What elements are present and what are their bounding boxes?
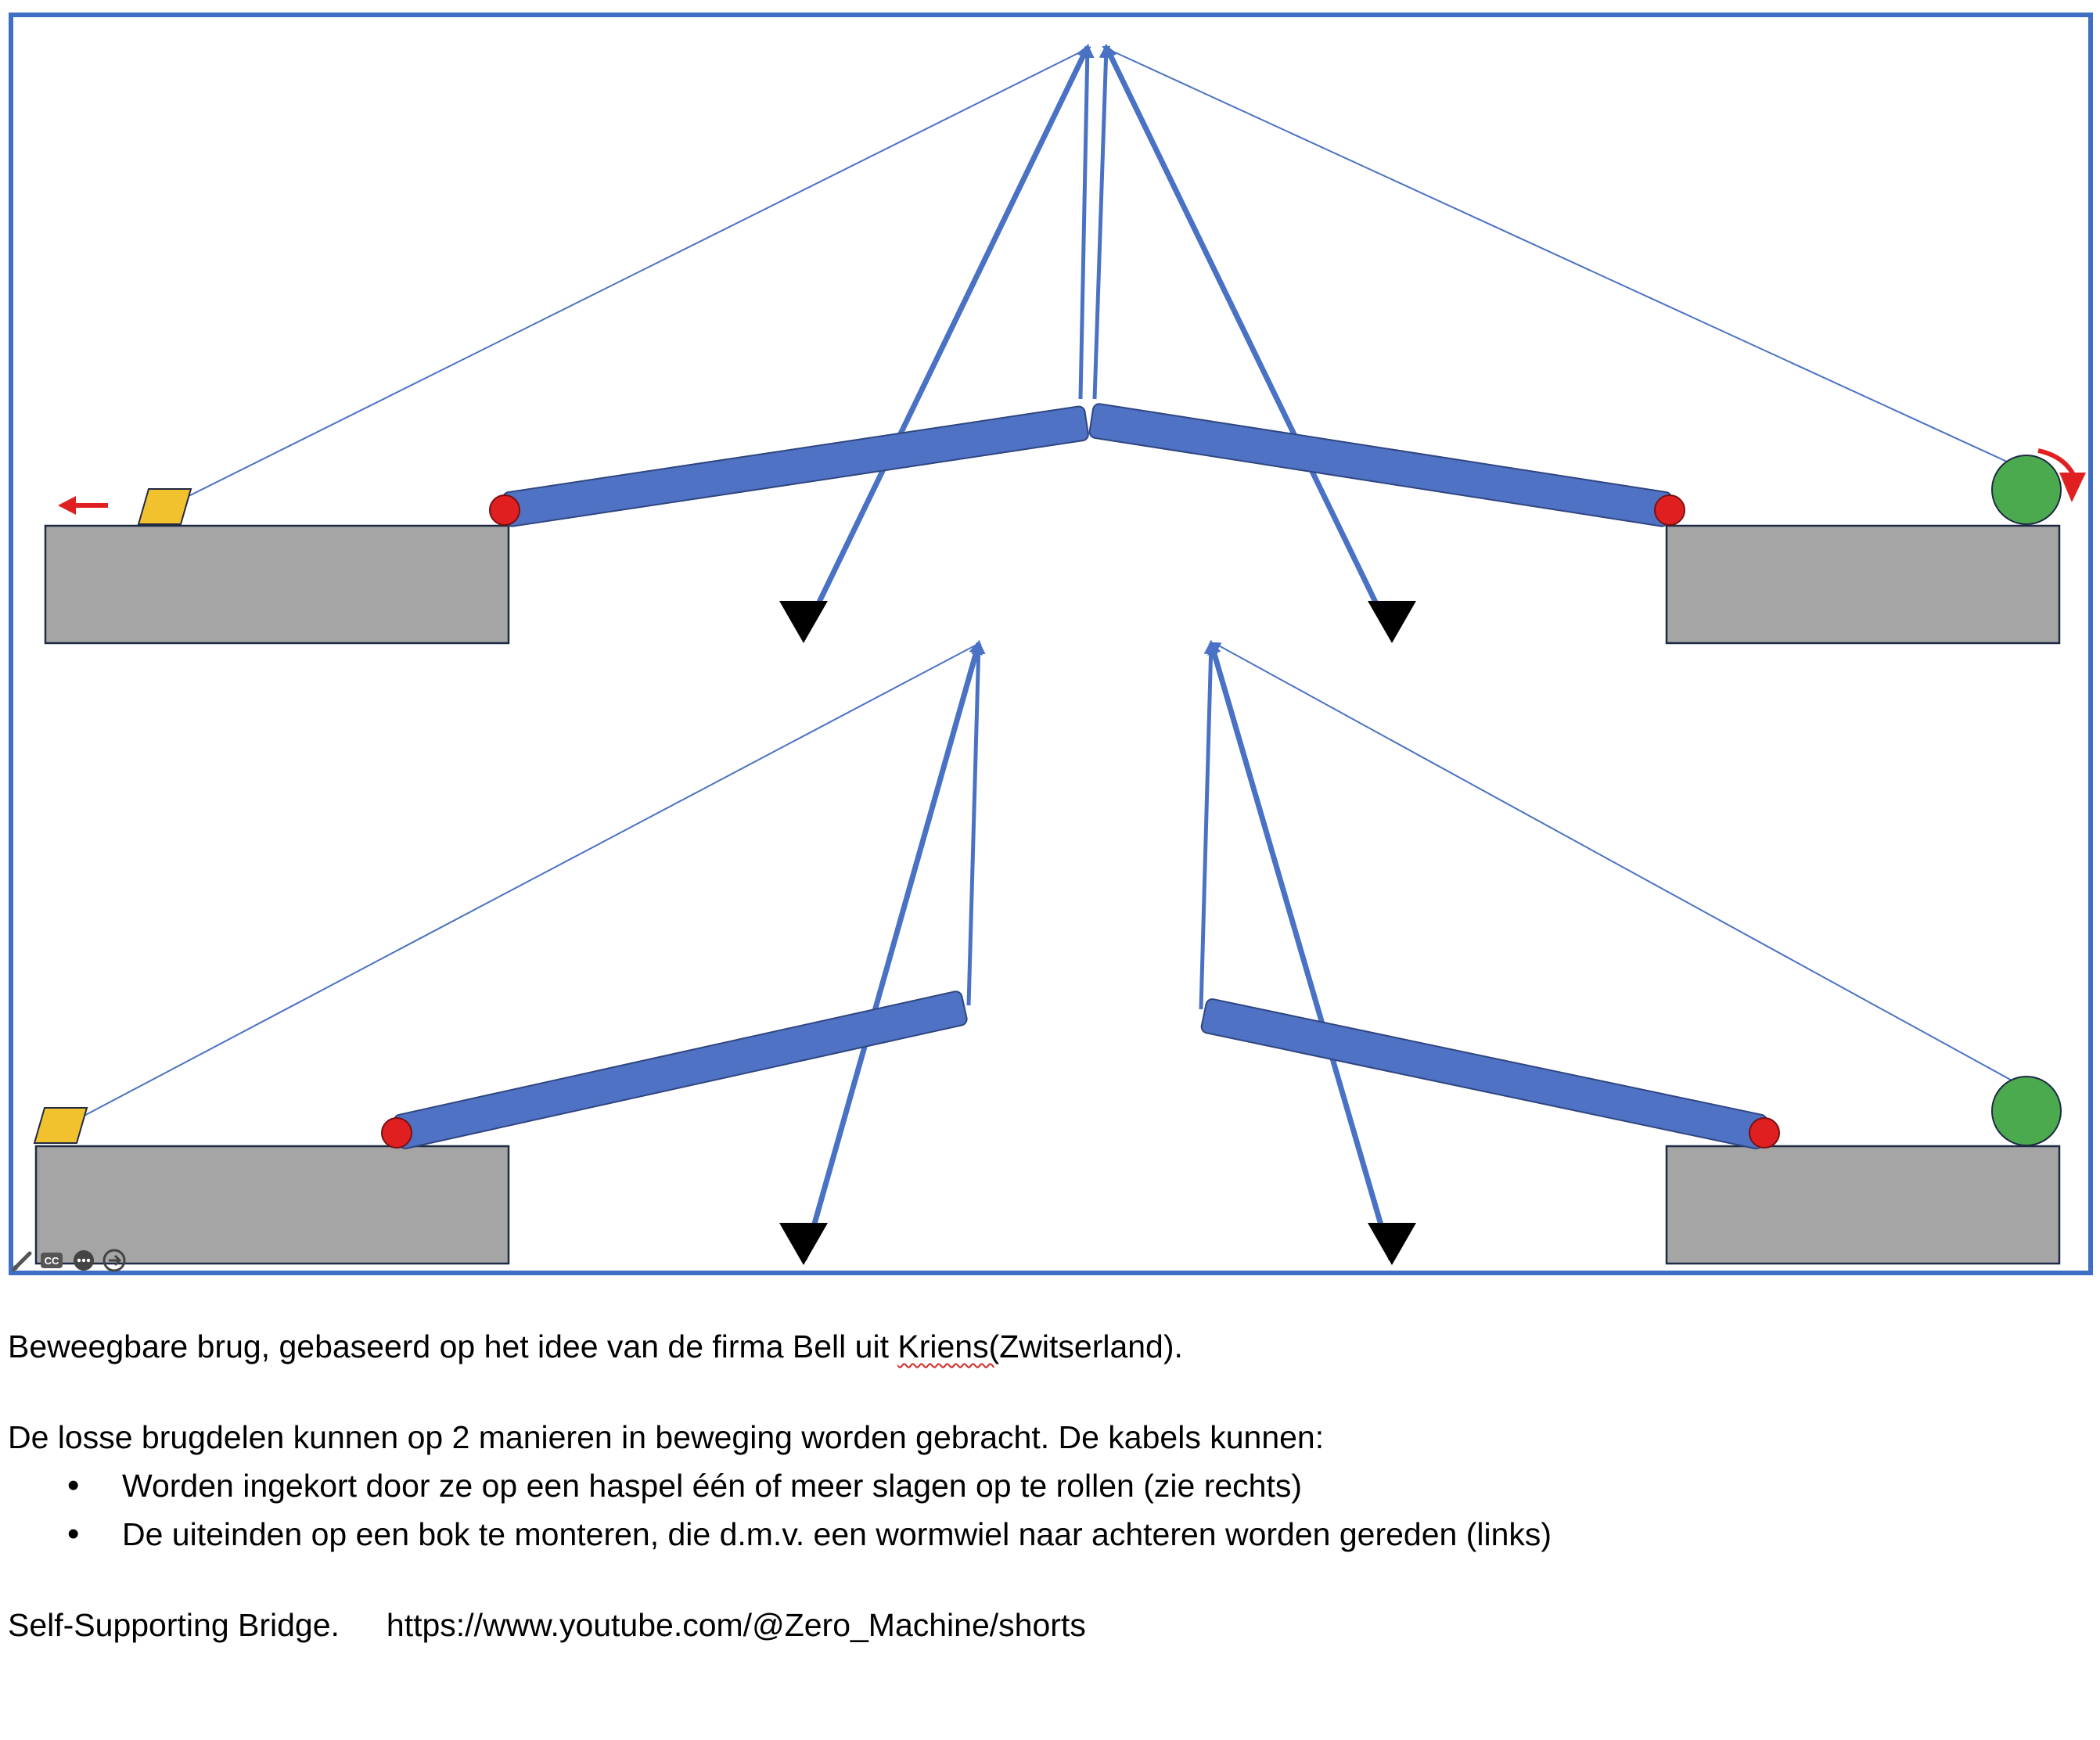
pull-left-arrow <box>58 496 108 515</box>
spellcheck-word: Kriens( <box>897 1328 1000 1364</box>
bottom-scene <box>34 643 2061 1265</box>
intro-line <box>8 1322 2042 1371</box>
right-counterweight-top <box>1368 601 1416 643</box>
intro-text-end: Zwitserland). <box>999 1328 1183 1364</box>
left-hinge-top <box>490 495 520 525</box>
right-bridge-deck-bottom <box>1200 998 1767 1150</box>
left-abutment-bottom <box>36 1146 509 1264</box>
winch-reel-top <box>1992 455 2061 524</box>
right-guy-cable-top <box>1103 47 2007 462</box>
right-weight-cable-top <box>1106 47 1393 638</box>
left-guy-cable-bottom <box>37 643 980 1141</box>
sled-trestle-top <box>138 489 191 524</box>
left-bridge-deck-top <box>502 405 1089 527</box>
list-item: • De uiteinden op een bok te monteren, die d.m.v. een wormwiel naar achteren worden gereden (links) <box>8 1510 2042 1558</box>
left-tip-cable-top <box>1081 47 1088 399</box>
right-tip-cable-top <box>1095 47 1106 399</box>
right-abutment-top <box>1667 526 2059 643</box>
left-counterweight-top <box>779 601 828 643</box>
captions-icon[interactable] <box>41 1253 63 1268</box>
left-weight-cable-top <box>802 47 1088 638</box>
svg-text:CC: CC <box>44 1255 59 1267</box>
intro-text: Beweegbare brug, gebaseerd op het idee van de firma Bell uit <box>8 1328 898 1364</box>
right-hinge-bottom <box>1749 1118 1779 1148</box>
methods-line: De losse brugdelen kunnen op 2 manieren in beweging worden gebracht. De kabels kunnen: <box>8 1419 1325 1455</box>
right-tip-cable-bottom <box>1201 643 1211 1009</box>
right-hinge-top <box>1655 495 1685 525</box>
description-text <box>8 1322 2042 1649</box>
right-abutment-bottom <box>1667 1146 2059 1264</box>
left-hinge-bottom <box>382 1118 412 1148</box>
footer-title: Self-Supporting Bridge. <box>8 1607 340 1643</box>
footer-line <box>8 1601 2042 1649</box>
sled-trestle-bottom <box>34 1108 87 1143</box>
winch-reel-bottom <box>1992 1077 2061 1145</box>
top-scene <box>45 47 2086 643</box>
methods-list <box>8 1461 2042 1558</box>
right-weight-cable-bottom <box>1211 643 1391 1260</box>
left-bridge-deck-bottom <box>393 990 968 1150</box>
left-counterweight-bottom <box>779 1223 828 1265</box>
list-item: • Worden ingekort door ze op een haspel één of meer slagen op te rollen (zie rechts) <box>8 1461 2042 1510</box>
more-icon[interactable] <box>74 1250 94 1271</box>
pencil-icon[interactable] <box>12 1253 30 1272</box>
right-guy-cable-bottom <box>1214 643 2015 1082</box>
left-weight-cable-bottom <box>804 643 979 1260</box>
right-counterweight-bottom <box>1368 1223 1416 1265</box>
left-tip-cable-bottom <box>969 643 979 1005</box>
footer-url[interactable]: https://www.youtube.com/@Zero_Machine/shorts <box>386 1607 1086 1643</box>
left-abutment-top <box>45 526 509 643</box>
right-bridge-deck-top <box>1089 403 1673 527</box>
